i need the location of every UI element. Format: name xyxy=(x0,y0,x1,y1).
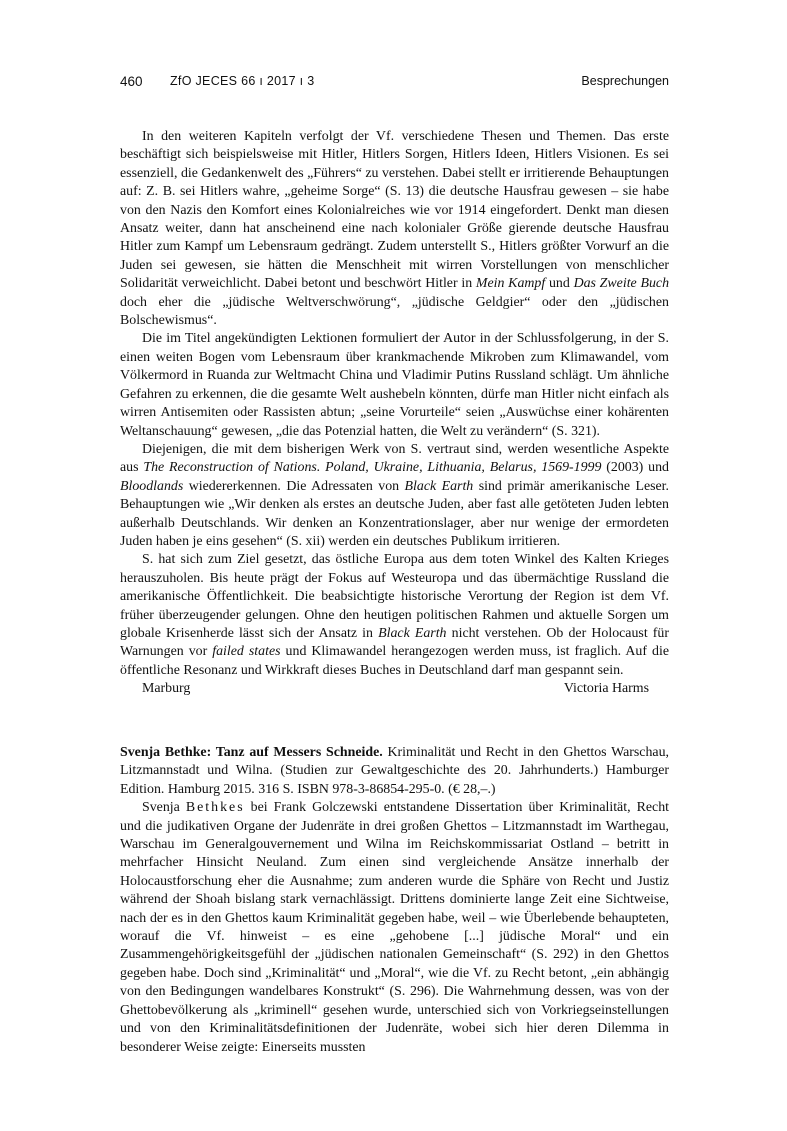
review-victoria-harms xyxy=(120,128,669,699)
review2-paragraph-1: Svenja Bethkes bei Frank Golczewski entstandene Dissertation über Kriminalität, Recht und die judikativen Organe der Judenräte in drei großen Ghettos – Litzmannstadt im Warthegau, Warschau im Generalgouvernement und Wilna im Reichskommissariat Ostland – betritt in mehrfacher Hinsicht Neuland. Zum einen sind vergleichende Ansätze innerhalb der Holocaustforschung eher die Ausnahme; zum anderen wurde die Sphäre von Recht und Justiz während der Shoah bislang stark vernachlässigt. Drittens dominierte lange Zeit eine Sichtweise, nach der es in den Ghettos kaum Kriminalität gegeben habe, weil – wie Überlebende behaupteten, worauf die Vf. hinweist – es eine „gehobene [...] jüdische Moral“ und ein Zusammengehörigkeitsgefühl der „jüdischen nationalen Gemeinschaft“ (S. 292) in den Ghettos gegeben habe. Doch sind „Kriminalität“ und „Moral“, wie die Vf. zu Recht betont, „ein abhängig von den Bedingungen wandelbares Konstrukt“ (S. 296). Die Wahrnehmung dessen, was von der Ghettobevölkerung als „kriminell“ gesehen wurde, unterschied sich von Vorkriegseinstellungen und von den Kriminalitätsdefinitionen der Judenräte, wobei sich hier deren Dilemma in besonderer Weise zeigte: Einerseits mussten xyxy=(120,800,669,1055)
review1-paragraph-2: Die im Titel angekündigten Lektionen formuliert der Autor in der Schlussfolgerung, in der S. einen weiten Bogen vom Lebensraum über krankmachende Mikroben zum Klimawandel, vom Völkermord in Ruanda zur Weltmacht China und Vladimir Putins Russland schlägt. Um ähnliche Gefahren zu erkennen, die die gesamte Welt aushebeln könnten, dürfe man Hitler nicht einfach als wirren Antisemiten oder Rassisten abtun; „seine Vorurteile“ seien „Auswüchse einer kohärenten Weltanschauung“ gewesen, „die das Potenzial hatten, die Welt zu verändern“ (S. 321). xyxy=(120,331,669,439)
page-number: 460 xyxy=(120,74,143,89)
reviewer-name: Victoria Harms xyxy=(563,681,649,697)
book-author-title: Svenja Bethke: Tanz auf Messers Schneide. xyxy=(120,745,383,760)
running-header xyxy=(120,74,669,92)
review1-paragraph-1: In den weiteren Kapiteln verfolgt der Vf. verschiedene Thesen und Themen. Das erste beschäftigt sich beispielsweise mit Hitler, Hitlers Sorgen, Hitlers Ideen, Hitlers Visionen. Es sei essenziell, die Gedankenwelt des „Führers“ zu verstehen. Dabei stellt er irritierende Behauptungen auf: Z. B. sei Hitlers wahre, „geheime Sorge“ (S. 13) die deutsche Hausfrau gewesen – sie habe von den Nazis den Komfort eines Kolonialreiches wie vor 1914 eingefordert. Denkt man diesen Ansatz weiter, dann hat anscheinend eine nach kolonialer Größe gierende deutsche Hausfrau Hitler zum Kampf um Lebensraum gedrängt. Zudem unterstellt S., Hitlers größter Vorwurf an die Juden sei gewesen, sie hätten die Menschheit mit wirren Vorstellungen von menschlicher Solidarität verweichlicht. Dabei betont und beschwört Hitler in Mein Kampf und Das Zweite Buch doch eher die „jüdische Weltverschwörung“, „jüdische Geldgier“ oder den „jüdischen Bolschewismus“. xyxy=(120,129,670,329)
reviewer-place: Marburg xyxy=(142,681,191,697)
book-citation: Svenja Bethke: Tanz auf Messers Schneide. Kriminalität und Recht in den Ghettos Warschau, Litzmannstadt und Wilna. (Studien zur Gewaltgeschichte des 20. Jahrhunderts.) Hamburger Edition. Hamburg 2015. 316 S. ISBN 978-3-86854-295-0. (€ 28,–.) xyxy=(120,745,669,797)
review1-paragraph-3: Diejenigen, die mit dem bisherigen Werk von S. vertraut sind, werden wesentliche Aspekte aus The Reconstruction of Nations. Poland, Ukraine, Lithuania, Belarus, 1569-1999 (2003) und Bloodlands wiedererkennen. Die Adressaten von Black Earth sind primär amerikanische Leser. Behauptungen wie „Wir denken als erstes an deutsche Juden, aber fast alle getöteten Juden lebten außerhalb Deutschlands. Wir denken an Konzentrationslager, aber nur wenige der ermordeten Juden haben je eins gesehen“ (S. xii) werden ein deutsches Publikum irritieren. xyxy=(120,441,670,549)
review1-signature xyxy=(120,680,669,698)
journal-info: ZfO JECES 66 ı 2017 ı 3 xyxy=(170,74,315,88)
author-name-spaced: Bethkes xyxy=(185,800,245,816)
section-title: Besprechungen xyxy=(581,74,669,88)
review-bethke xyxy=(120,744,669,1057)
review1-paragraph-4: S. hat sich zum Ziel gesetzt, das östliche Europa aus dem toten Winkel des Kalten Krieges herauszuholen. Bis heute prägt der Fokus auf Westeuropa und das übermächtige Russland die amerikanische Öffentlichkeit. Die beabsichtigte historische Verortung der Region ist dem Vf. früher überzeugender gelungen. Ohne den heutigen politischen Rahmen und aktuelle Sorgen um globale Krisenherde lässt sich der Ansatz in Black Earth nicht verstehen. Ob der Holocaust für Warnungen vor failed states und Klimawandel herangezogen werden muss, ist fraglich. Auf die öffentliche Resonanz und Wirkkraft dieses Buches in Deutschland darf man gespannt sein. xyxy=(120,552,670,678)
